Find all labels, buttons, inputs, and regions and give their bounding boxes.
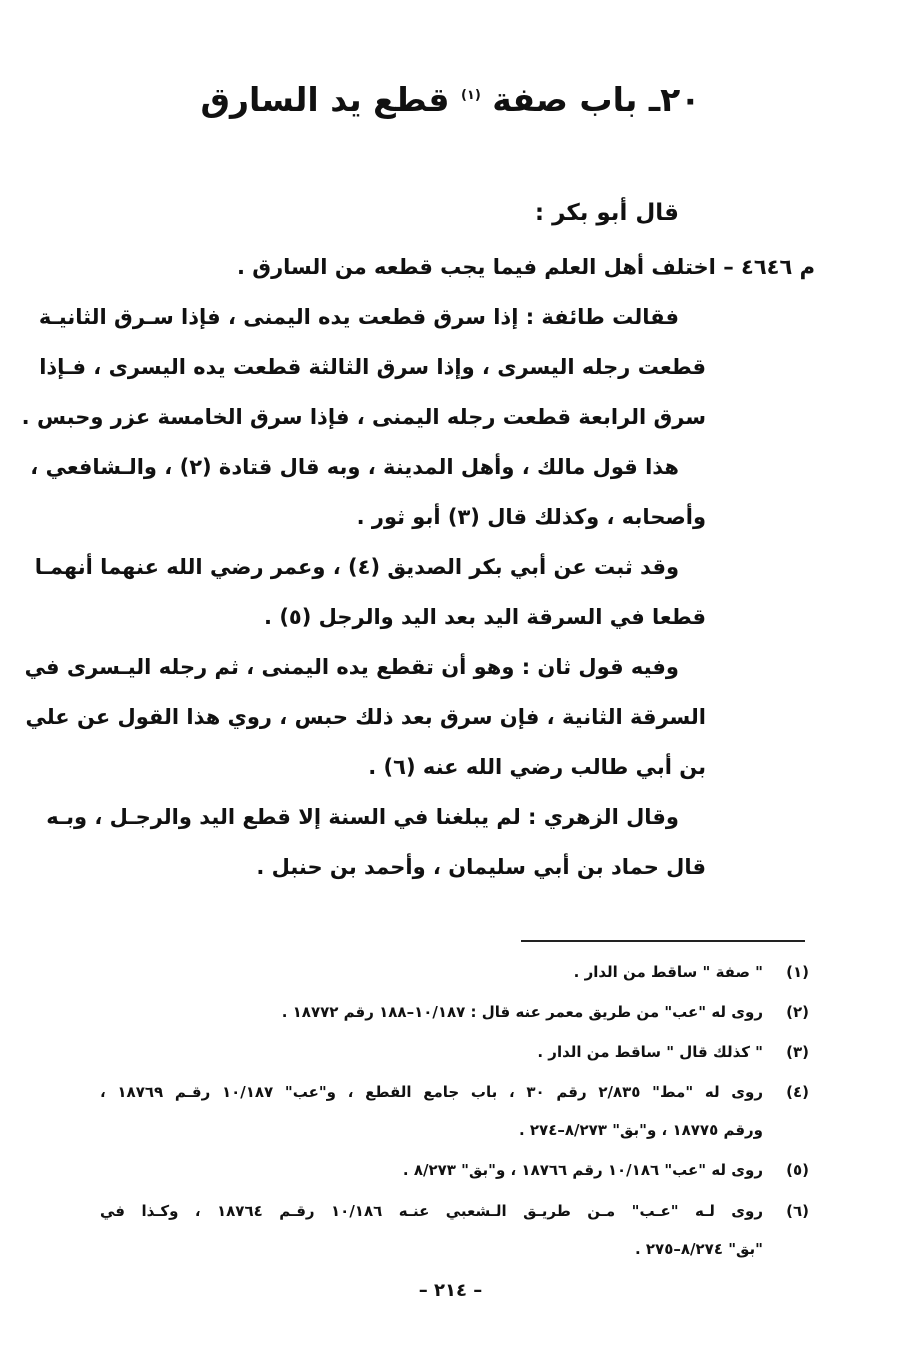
heading-footnote-ref: (١) <box>460 88 481 103</box>
footnote-number: (٥) <box>786 1161 809 1179</box>
chapter-title-part-1: باب صفة <box>492 80 638 119</box>
footnote-number: (٣) <box>786 1043 809 1061</box>
body-line: قال حماد بن أبي سليمان ، وأحمد بن حنبل . <box>256 855 706 879</box>
body-line: سرق الرابعة قطعت رجله اليمنى ، فإذا سرق الخامسة عزر وحبس . <box>21 405 706 429</box>
body-line: وفيه قول ثان : وهو أن تقطع يده اليمنى ، ثم رجله اليـسرى في <box>24 655 679 679</box>
footnote-text: " صفة " ساقط من الدار . <box>573 963 763 981</box>
body-line: وقد ثبت عن أبي بكر الصديق (٤) ، وعمر رضي الله عنهما أنهمـا <box>34 555 679 579</box>
footnote-separator <box>521 940 805 942</box>
chapter-title-part-2: قطع يد السارق <box>200 80 450 119</box>
body-line: وقال الزهري : لم يبلغنا في السنة إلا قطع اليد والرجـل ، وبـه <box>46 805 679 829</box>
body-line: بن أبي طالب رضي الله عنه (٦) . <box>368 755 706 779</box>
footnote-number: (٢) <box>786 1003 809 1021</box>
body-line: السرقة الثانية ، فإن سرق بعد ذلك حبس ، روي هذا القول عن علي <box>25 705 706 729</box>
footnote-text: ورقم ١٨٧٧٥ ، و"بق" ٨/٢٧٣–٢٧٤ . <box>518 1121 763 1139</box>
footnote-number: (٤) <box>786 1083 809 1101</box>
body-line: قطعا في السرقة اليد بعد اليد والرجل (٥) . <box>264 605 706 629</box>
page-number: – ٢١٤ – <box>418 1280 483 1301</box>
footnote-text: " كذلك قال " ساقط من الدار . <box>537 1043 763 1061</box>
body-line: فقالت طائفة : إذا سرق قطعت يده اليمنى ، فإذا سـرق الثانيـة <box>38 305 679 329</box>
body-line: هذا قول مالك ، وأهل المدينة ، وبه قال قتادة (٢) ، والـشافعي ، <box>30 455 679 479</box>
footnote-number: (٦) <box>786 1202 809 1220</box>
body-line: م ٤٦٤٦ – اختلف أهل العلم فيما يجب قطعه من السارق . <box>237 255 815 279</box>
intro-line: قال أبو بكر : <box>534 200 679 226</box>
body-line: وأصحابه ، وكذلك قال (٣) أبو ثور . <box>356 505 706 529</box>
footnote-text: روى له "عب" من طريق معمر عنه قال : ١٠/١٨٧–١٨٨ رقم ١٨٧٧٢ . <box>281 1003 763 1021</box>
chapter-heading <box>0 80 901 119</box>
footnote-text: روى له "عب" ١٠/١٨٦ رقم ١٨٧٦٦ ، و"بق" ٨/٢٧٣ . <box>402 1161 763 1179</box>
footnote-text: روى له "مط" ٢/٨٣٥ رقم ٣٠ ، باب جامع القطع ، و"عب" ١٠/١٨٧ رقـم ١٨٧٦٩ ، <box>100 1083 763 1101</box>
footnote-text: روى لـه "عـب" مـن طريـق الـشعبي عنـه ١٠/١٨٦ رقـم ١٨٧٦٤ ، وكـذا في <box>100 1202 763 1220</box>
footnote-number: (١) <box>786 963 809 981</box>
footnote-text: "بق" ٨/٢٧٤–٢٧٥ . <box>634 1240 763 1258</box>
chapter-number: ٢٠ـ <box>648 80 701 119</box>
body-line: قطعت رجله اليسرى ، وإذا سرق الثالثة قطعت يده اليسرى ، فـإذا <box>39 355 706 379</box>
